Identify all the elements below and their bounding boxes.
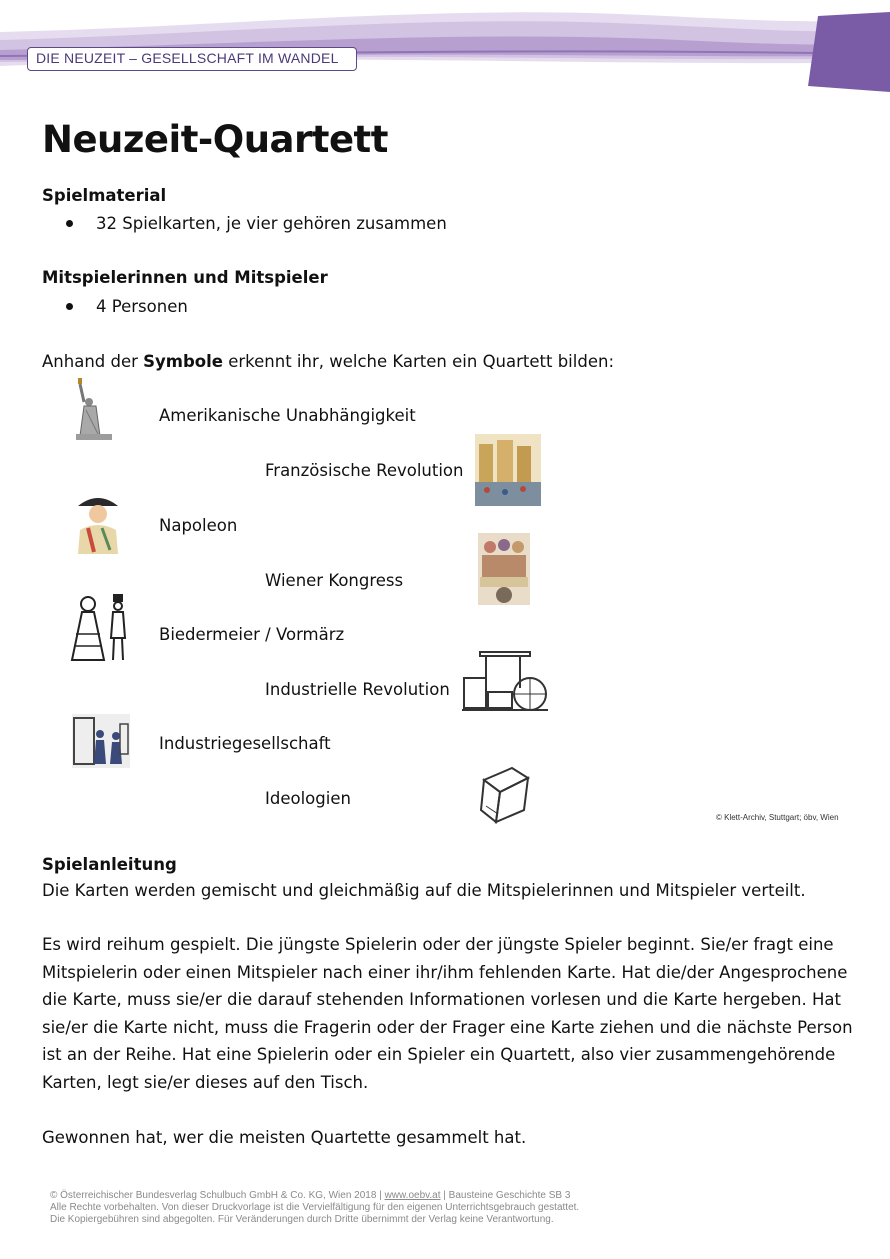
players-heading: Mitspielerinnen und Mitspieler xyxy=(42,268,328,287)
instructions-paragraph-3: Gewonnen hat, wer die meisten Quartette gesammelt hat. xyxy=(42,1128,527,1147)
steam-engine-icon xyxy=(462,648,548,714)
instructions-paragraph-2: Es wird reihum gespielt. Die jüngste Spielerin oder der jüngste Spieler beginnt. Sie/er fragt eine Mitspielerin oder einen Mitspieler nach einer ihr/ihm fehlenden Karte. Hat die/der Angesprochene die Karte, muss sie/er die darauf stehenden Informationen vorlesen und die Karte hergeben. Hat sie/er die Karte nicht, muss die Fragerin oder der Frager eine Karte ziehen und die nächste Person ist an der Reihe. Hat eine Spielerin oder ein Spieler ein Quartett, also vier zusammengehörende Karten, legt sie/er dieses auf den Tisch. xyxy=(42,935,853,1092)
factory-workers-icon xyxy=(72,714,130,768)
players-item: 4 Personen xyxy=(96,297,188,316)
bastille-icon xyxy=(475,434,541,506)
footer-line-2: Alle Rechte vorbehalten. Von dieser Druckvorlage ist die Vervielfältigung für den eigenen Unterrichtsgebrauch gestattet. xyxy=(50,1202,580,1213)
book-icon xyxy=(478,766,532,824)
quartet-label-2: Französische Revolution xyxy=(265,461,464,480)
image-credit: © Klett-Archiv, Stuttgart; öbv, Wien xyxy=(716,813,839,822)
material-heading: Spielmaterial xyxy=(42,186,167,205)
quartet-label-5: Biedermeier / Vormärz xyxy=(159,625,345,644)
section-tag: DIE NEUZEIT – GESELLSCHAFT IM WANDEL xyxy=(27,47,357,71)
symbols-intro-after: erkennt ihr, welche Karten ein Quartett bilden: xyxy=(222,352,614,371)
quartet-label-1: Amerikanische Unabhängigkeit xyxy=(159,406,416,425)
napoleon-icon xyxy=(72,490,124,554)
quartet-label-3: Napoleon xyxy=(159,516,238,535)
bullet-icon xyxy=(66,220,73,227)
instructions-heading: Spielanleitung xyxy=(42,855,177,874)
header-accent-block xyxy=(808,12,890,92)
footer-book-title: | Bausteine Geschichte SB 3 xyxy=(440,1190,571,1201)
footer-line-1 xyxy=(50,1190,850,1202)
instructions-paragraph-1: Die Karten werden gemischt und gleichmäßig auf die Mitspielerinnen und Mitspieler verteilt. xyxy=(42,881,806,900)
congress-icon xyxy=(478,533,530,605)
symbols-intro-bold: Symbole xyxy=(143,352,223,371)
footer-line-3: Die Kopiergebühren sind abgegolten. Für Veränderungen durch Dritte übernimmt der Verlag keine Verantwortung. xyxy=(50,1214,554,1225)
footer xyxy=(50,1190,850,1226)
material-item: 32 Spielkarten, je vier gehören zusammen xyxy=(96,214,447,233)
quartet-label-4: Wiener Kongress xyxy=(265,571,404,590)
footer-copyright: © Österreichischer Bundesverlag Schulbuch GmbH & Co. KG, Wien 2018 | xyxy=(50,1190,385,1201)
symbols-intro-before: Anhand der xyxy=(42,352,144,371)
quartet-label-6: Industrielle Revolution xyxy=(265,680,450,699)
biedermeier-couple-icon xyxy=(70,594,134,664)
bullet-icon xyxy=(66,303,73,310)
page-title: Neuzeit-Quartett xyxy=(42,118,388,161)
symbols-intro xyxy=(42,352,614,372)
statue-of-liberty-icon xyxy=(72,376,116,442)
publisher-link[interactable]: www.oebv.at xyxy=(384,1190,441,1201)
quartet-label-7: Industriegesellschaft xyxy=(159,734,331,753)
quartet-label-8: Ideologien xyxy=(265,789,351,808)
